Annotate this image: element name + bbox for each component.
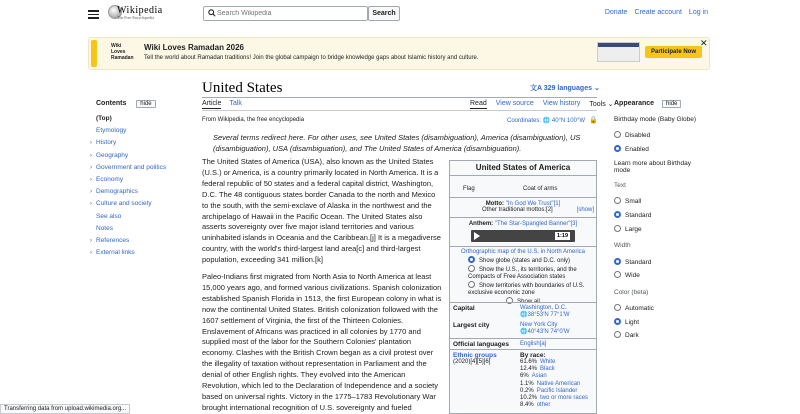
chevron-right-icon[interactable]: › [90, 177, 92, 183]
toc-item[interactable] [90, 213, 121, 220]
text-option-standard[interactable] [614, 211, 651, 219]
chevron-right-icon[interactable]: › [90, 201, 92, 208]
width-option-wide[interactable] [614, 271, 640, 279]
infobox-divider [450, 217, 596, 218]
toc-item-label[interactable]: Demographics [96, 188, 138, 196]
color-option-dark[interactable] [614, 331, 639, 339]
capital-label: Capital [453, 305, 475, 312]
option-label: Standard [625, 259, 652, 266]
ethnic-row [520, 395, 588, 402]
lead-paragraph-2: Paleo-Indians first migrated from North Asia to North America at least 15,000 years ago, and formed various civilizations. Spanish colonization established Spanish Florida in 1513, the first European colony in what is now the continental United States. British colonization followed with the 1607 settlement of Virginia, the first of the Thirteen Colonies. Enslavement of Africans was practiced in all colonies by 1770 and supplied most of the labor for the Southern Colonies' plantation economy. Clashes with the British Crown began as a civil protest over the illegality of taxation without representation in Parliament and the denial of other English rights. They evolved into the American Revolution, which led to the Declaration of Independence and a society based on universal rights. Victory in the 1775–1783 Revolutionary War brought international recognition of U.S. sovereignty and fueled [202, 272, 442, 412]
main-menu-button[interactable] [88, 8, 99, 21]
ethnic-row [520, 359, 588, 366]
toc-item-label[interactable]: References [96, 237, 130, 244]
banner-logo-line: Wiki [111, 43, 122, 49]
ethnic-name[interactable]: two or more races [540, 395, 589, 402]
tab-talk[interactable]: Talk [229, 100, 242, 107]
banner-lantern-icon [91, 40, 97, 67]
infobox-title: United States of America [475, 163, 571, 172]
title-divider [202, 97, 597, 98]
appearance-heading-label: Appearance [614, 100, 655, 107]
radio[interactable] [614, 211, 621, 218]
map-caption[interactable]: Orthographic map of the U.S. in North America [460, 249, 586, 255]
map-option-label: Show globe (states and D.C. only) [479, 258, 571, 264]
learn-more-link[interactable]: Learn more about Birthday mode [614, 160, 691, 174]
toc-item-label[interactable]: (Top) [96, 115, 112, 122]
radio[interactable] [614, 258, 621, 265]
infobox-divider [450, 349, 596, 350]
lead-paragraph-1: The United States of America (USA), also known as the United States (U.S.) or America, is a country primarily located in North America. It is a federal republic of 50 states and a federal capital district, Washington, D.C. The 48 contiguous states border Canada to the north and Mexico to the south, with the semi-exclave of Alaska in the northwest and the archipelago of Hawaii in the Pacific Ocean. The United States also asserts sovereignty over five major island territories and various uninhabited islands in Oceania and the Caribbean.[j] It is a megadiverse country, with the world's third-largest land area[c] and third-largest population, exceeding 341 million.[k] [202, 157, 441, 265]
chevron-right-icon[interactable]: › [90, 189, 92, 196]
ethnic-row [520, 381, 588, 388]
anthem-value[interactable]: "The Star-Spangled Banner"[3] [494, 221, 578, 227]
page-title: United States [202, 80, 283, 96]
coordinates-value[interactable]: 40°N 100°W [551, 118, 586, 124]
ethnic-row [520, 373, 588, 380]
motto-value[interactable]: "In God We Trust"[1] [505, 201, 561, 207]
tab-view-source[interactable]: View source [495, 100, 534, 107]
ethnic-percent: 10.2% [520, 395, 538, 402]
coat-of-arms-link[interactable]: Coat of arms [523, 186, 558, 192]
toc-item[interactable] [90, 127, 126, 134]
ethnic-percent: 12.4% [520, 366, 538, 373]
namespace-tabs [202, 100, 242, 109]
language-count: 329 languages [543, 85, 592, 92]
largest-city-link[interactable]: New York City [520, 322, 558, 328]
capital-coords[interactable]: 38°53′N 77°1′W [527, 312, 570, 318]
toc-item-label[interactable]: Economy [96, 176, 124, 183]
create-account-link[interactable]: Create account [634, 9, 682, 16]
toc-hide-button[interactable]: hide [136, 100, 155, 108]
ethnic-name[interactable]: Native American [536, 380, 581, 387]
toc-item-label[interactable]: History [96, 139, 117, 147]
radio[interactable] [614, 304, 621, 311]
infobox-divider [450, 197, 596, 198]
ethnic-row [520, 402, 588, 409]
languages-label: Official languages [453, 341, 509, 348]
option-label: Enabled [625, 146, 649, 153]
capital-link[interactable]: Washington, D.C. [520, 305, 567, 311]
chevron-right-icon[interactable]: › [90, 250, 92, 257]
show-mottos-button[interactable]: [show] [576, 207, 594, 213]
banner-logo-line: Ramadan [111, 55, 134, 61]
map-option-label: Show territories with boundaries of U.S. exclusive economic zone [468, 283, 585, 296]
chevron-right-icon[interactable]: › [90, 238, 92, 244]
radio[interactable] [614, 271, 621, 278]
hatnote: Several terms redirect here. For other uses, see United States (disambiguation), America (disambiguation), US (disambiguation), USA (disambiguation), and The United States of America (disambiguation). [213, 133, 581, 153]
user-links [605, 9, 708, 16]
tab-read[interactable]: Read [470, 100, 487, 107]
infobox-divider [450, 302, 596, 303]
ethnic-percent: 61.6% [520, 359, 538, 365]
login-link[interactable]: Log in [688, 9, 708, 16]
ethnic-name[interactable]: White [540, 359, 556, 365]
search-input[interactable] [217, 6, 365, 21]
ethnic-row [520, 388, 588, 395]
participate-button[interactable]: Participate Now [645, 46, 702, 58]
ethnic-percent: 8.4% [520, 402, 534, 409]
toc-item[interactable] [90, 176, 123, 183]
color-label: Color (beta) [614, 289, 649, 296]
tools-label: Tools [589, 101, 606, 108]
chevron-right-icon[interactable]: › [90, 152, 92, 159]
coordinates [507, 117, 585, 124]
chevron-right-icon[interactable]: › [90, 140, 92, 147]
birthday-mode-label: Birthday mode (Baby Globe) [614, 116, 697, 123]
toc-item[interactable] [90, 188, 138, 195]
ethnic-groups-list [520, 352, 588, 409]
chevron-down-icon: ⌄ [593, 85, 600, 92]
infobox-divider [450, 246, 596, 247]
toc-heading-label: Contents [96, 100, 127, 107]
toc-item-label[interactable]: Etymology [96, 127, 127, 135]
toc-item-label[interactable]: See also [96, 212, 122, 220]
map-option-label: Show the U.S., its territories, and the Compacts of Free Association states [468, 267, 577, 280]
ethnic-percent: 0.2% [520, 387, 534, 394]
ethnic-percent: 1.1% [520, 380, 534, 387]
flag-link[interactable]: Flag [463, 186, 475, 192]
banner-logo-line: Loves [111, 49, 126, 55]
globe-icon: 🌐 [542, 118, 551, 124]
toc-item-label[interactable]: Government and politics [96, 163, 167, 171]
toc-heading [96, 100, 156, 108]
map-radio[interactable] [468, 265, 475, 272]
tabs-divider [202, 110, 597, 111]
birthday-option-disabled[interactable] [614, 131, 650, 139]
banner-image [597, 42, 640, 62]
toc-item[interactable] [90, 237, 129, 244]
city-coords[interactable]: 40°43′N 74°0′W [527, 329, 570, 335]
article-badges [589, 116, 598, 124]
donate-link[interactable]: Donate [604, 9, 628, 16]
ethnic-name[interactable]: Pacific Islander [536, 387, 578, 394]
ethnic-groups-label [453, 352, 497, 366]
ethnic-row [520, 366, 588, 373]
toc-item-label[interactable]: Culture and society [96, 200, 152, 208]
tab-view-history[interactable]: View history [542, 100, 581, 107]
banner-title: Wiki Loves Ramadan 2026 [144, 43, 244, 52]
radio[interactable] [614, 318, 621, 325]
toc-item-label[interactable]: External links [96, 249, 135, 257]
search-button[interactable]: Search [368, 6, 400, 21]
radio[interactable] [614, 197, 621, 204]
option-label: Wide [625, 272, 640, 279]
largest-city-value [520, 322, 570, 336]
tab-article[interactable]: Article [202, 100, 222, 107]
coordinates-label[interactable]: Coordinates: [507, 118, 542, 124]
tools-menu[interactable] [589, 100, 613, 109]
text-option-large[interactable] [614, 225, 642, 233]
anthem-section [452, 221, 594, 227]
race-label: By race: [520, 352, 546, 359]
toc-item-label[interactable]: Notes [96, 224, 113, 232]
width-option-standard[interactable] [614, 258, 651, 266]
option-label: Automatic [625, 305, 654, 312]
ethnic-name[interactable]: Asian [531, 373, 547, 380]
text-option-small[interactable] [614, 197, 641, 205]
play-icon[interactable] [474, 232, 480, 240]
toc-item[interactable] [90, 249, 135, 256]
wikipedia-wordmark[interactable]: Wikipedia [117, 5, 163, 16]
option-label: Light [625, 319, 640, 326]
chevron-right-icon[interactable]: › [90, 164, 92, 171]
option-label: Large [625, 226, 642, 233]
chevron-down-icon: ⌄ [607, 101, 614, 108]
audio-duration: 1:19 [557, 233, 569, 239]
other-mottos: Other traditional mottos:[2] [482, 207, 553, 213]
motto-label: Motto: [485, 201, 505, 207]
toc-item[interactable] [90, 115, 112, 122]
lock-icon[interactable]: 🔒 [589, 117, 598, 124]
map-options [452, 249, 594, 306]
toc-item[interactable] [90, 139, 116, 146]
languages-value[interactable]: English[a] [520, 341, 547, 347]
radio[interactable] [614, 331, 621, 338]
toc-item[interactable] [90, 200, 152, 207]
banner-logo [111, 43, 134, 61]
ethnic-groups-link[interactable]: Ethnic groups [453, 352, 497, 359]
capital-value [520, 305, 570, 319]
option-label: Standard [625, 212, 652, 219]
banner-text: Tell the world about Ramadan traditions! Join the global campaign to bridge knowledge gaps about Islamic history and culture. [144, 55, 479, 61]
appearance-hide-button[interactable]: hide [662, 100, 681, 108]
option-label: Small [625, 198, 642, 205]
width-label: Width [614, 242, 631, 249]
ethnic-name[interactable]: Black [540, 366, 555, 373]
globe-icon: 🌐 [520, 329, 528, 335]
largest-city-label: Largest city [453, 322, 490, 329]
view-tabs [470, 100, 614, 109]
toc-item[interactable] [90, 152, 128, 159]
text-size-label: Text [614, 182, 626, 189]
motto-section [452, 201, 594, 213]
radio[interactable] [614, 145, 621, 152]
color-option-automatic[interactable] [614, 304, 654, 312]
color-option-light[interactable] [614, 318, 639, 326]
infobox-divider [450, 175, 596, 176]
birthday-option-enabled[interactable] [614, 145, 649, 153]
wikipedia-tagline: The Free Encyclopedia [117, 15, 155, 20]
radio[interactable] [614, 131, 621, 138]
radio[interactable] [614, 225, 621, 232]
globe-icon: 🌐 [520, 312, 528, 318]
browser-status-bar: Transferring data from upload.wikimedia.org... [0, 404, 130, 414]
toc-item[interactable] [90, 164, 166, 171]
option-label: Dark [625, 332, 639, 339]
toc-item[interactable] [90, 225, 113, 232]
appearance-heading [614, 100, 681, 108]
toc-item-label[interactable]: Geography [96, 151, 129, 159]
ethnic-percent: 6% [520, 373, 529, 380]
search-icon [208, 9, 216, 17]
language-button[interactable] [530, 83, 600, 93]
ethnic-name[interactable]: other [536, 402, 551, 409]
option-label: Disabled [625, 132, 651, 139]
ethnic-groups-year: (2020)[4][5][6] [453, 359, 491, 365]
translate-icon: 文A [530, 85, 542, 92]
infobox-divider [450, 338, 596, 339]
close-icon[interactable]: ✕ [700, 38, 708, 48]
anthem-label: Anthem: [468, 221, 494, 227]
map-radio[interactable] [468, 256, 475, 263]
tagline: From Wikipedia, the free encyclopedia [202, 117, 305, 123]
map-radio[interactable] [468, 281, 475, 288]
